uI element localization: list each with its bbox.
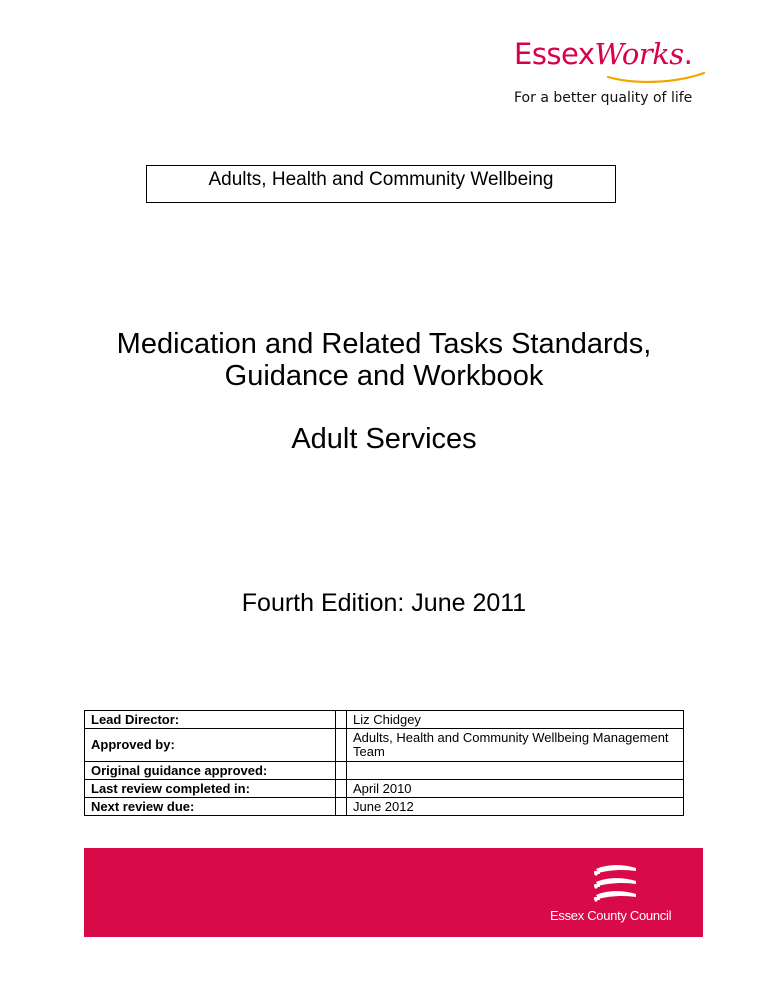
info-value: June 2012 <box>347 798 684 816</box>
logo-tagline: For a better quality of life <box>514 90 693 106</box>
logo-word-dot: . <box>683 37 693 71</box>
essexworks-logo <box>514 37 714 106</box>
title-line-2: Guidance and Workbook <box>224 360 544 392</box>
document-title <box>60 328 708 392</box>
info-label: Approved by: <box>85 729 336 762</box>
info-label: Lead Director: <box>85 711 336 729</box>
table-spacer <box>336 780 347 798</box>
logo-swoosh-icon <box>606 71 706 85</box>
info-value: Liz Chidgey <box>347 711 684 729</box>
edition-label: Fourth Edition: June 2011 <box>241 589 527 617</box>
table-spacer <box>336 798 347 816</box>
table-spacer <box>336 762 347 780</box>
table-spacer <box>336 711 347 729</box>
info-label: Last review completed in: <box>85 780 336 798</box>
logo-word-works: Works <box>594 37 684 71</box>
table-row <box>85 798 684 816</box>
department-box <box>146 165 616 203</box>
info-value <box>347 762 684 780</box>
essex-county-council-banner <box>84 848 703 937</box>
info-label: Original guidance approved: <box>85 762 336 780</box>
info-label: Next review due: <box>85 798 336 816</box>
logo-wordmark <box>514 38 714 70</box>
table-row <box>85 711 684 729</box>
seaxes-crest-icon <box>593 862 639 904</box>
table-row <box>85 729 684 762</box>
document-subtitle: Adult Services <box>291 423 477 455</box>
council-name: Essex County Council <box>550 908 672 923</box>
table-spacer <box>336 729 347 762</box>
title-line-1: Medication and Related Tasks Standards, <box>116 328 652 360</box>
table-row <box>85 780 684 798</box>
info-value: Adults, Health and Community Wellbeing Management Team <box>347 729 684 762</box>
document-info-table <box>84 710 684 816</box>
logo-word-essex: Essex <box>514 37 595 71</box>
department-label: Adults, Health and Community Wellbeing <box>208 169 554 190</box>
table-row <box>85 762 684 780</box>
info-value: April 2010 <box>347 780 684 798</box>
